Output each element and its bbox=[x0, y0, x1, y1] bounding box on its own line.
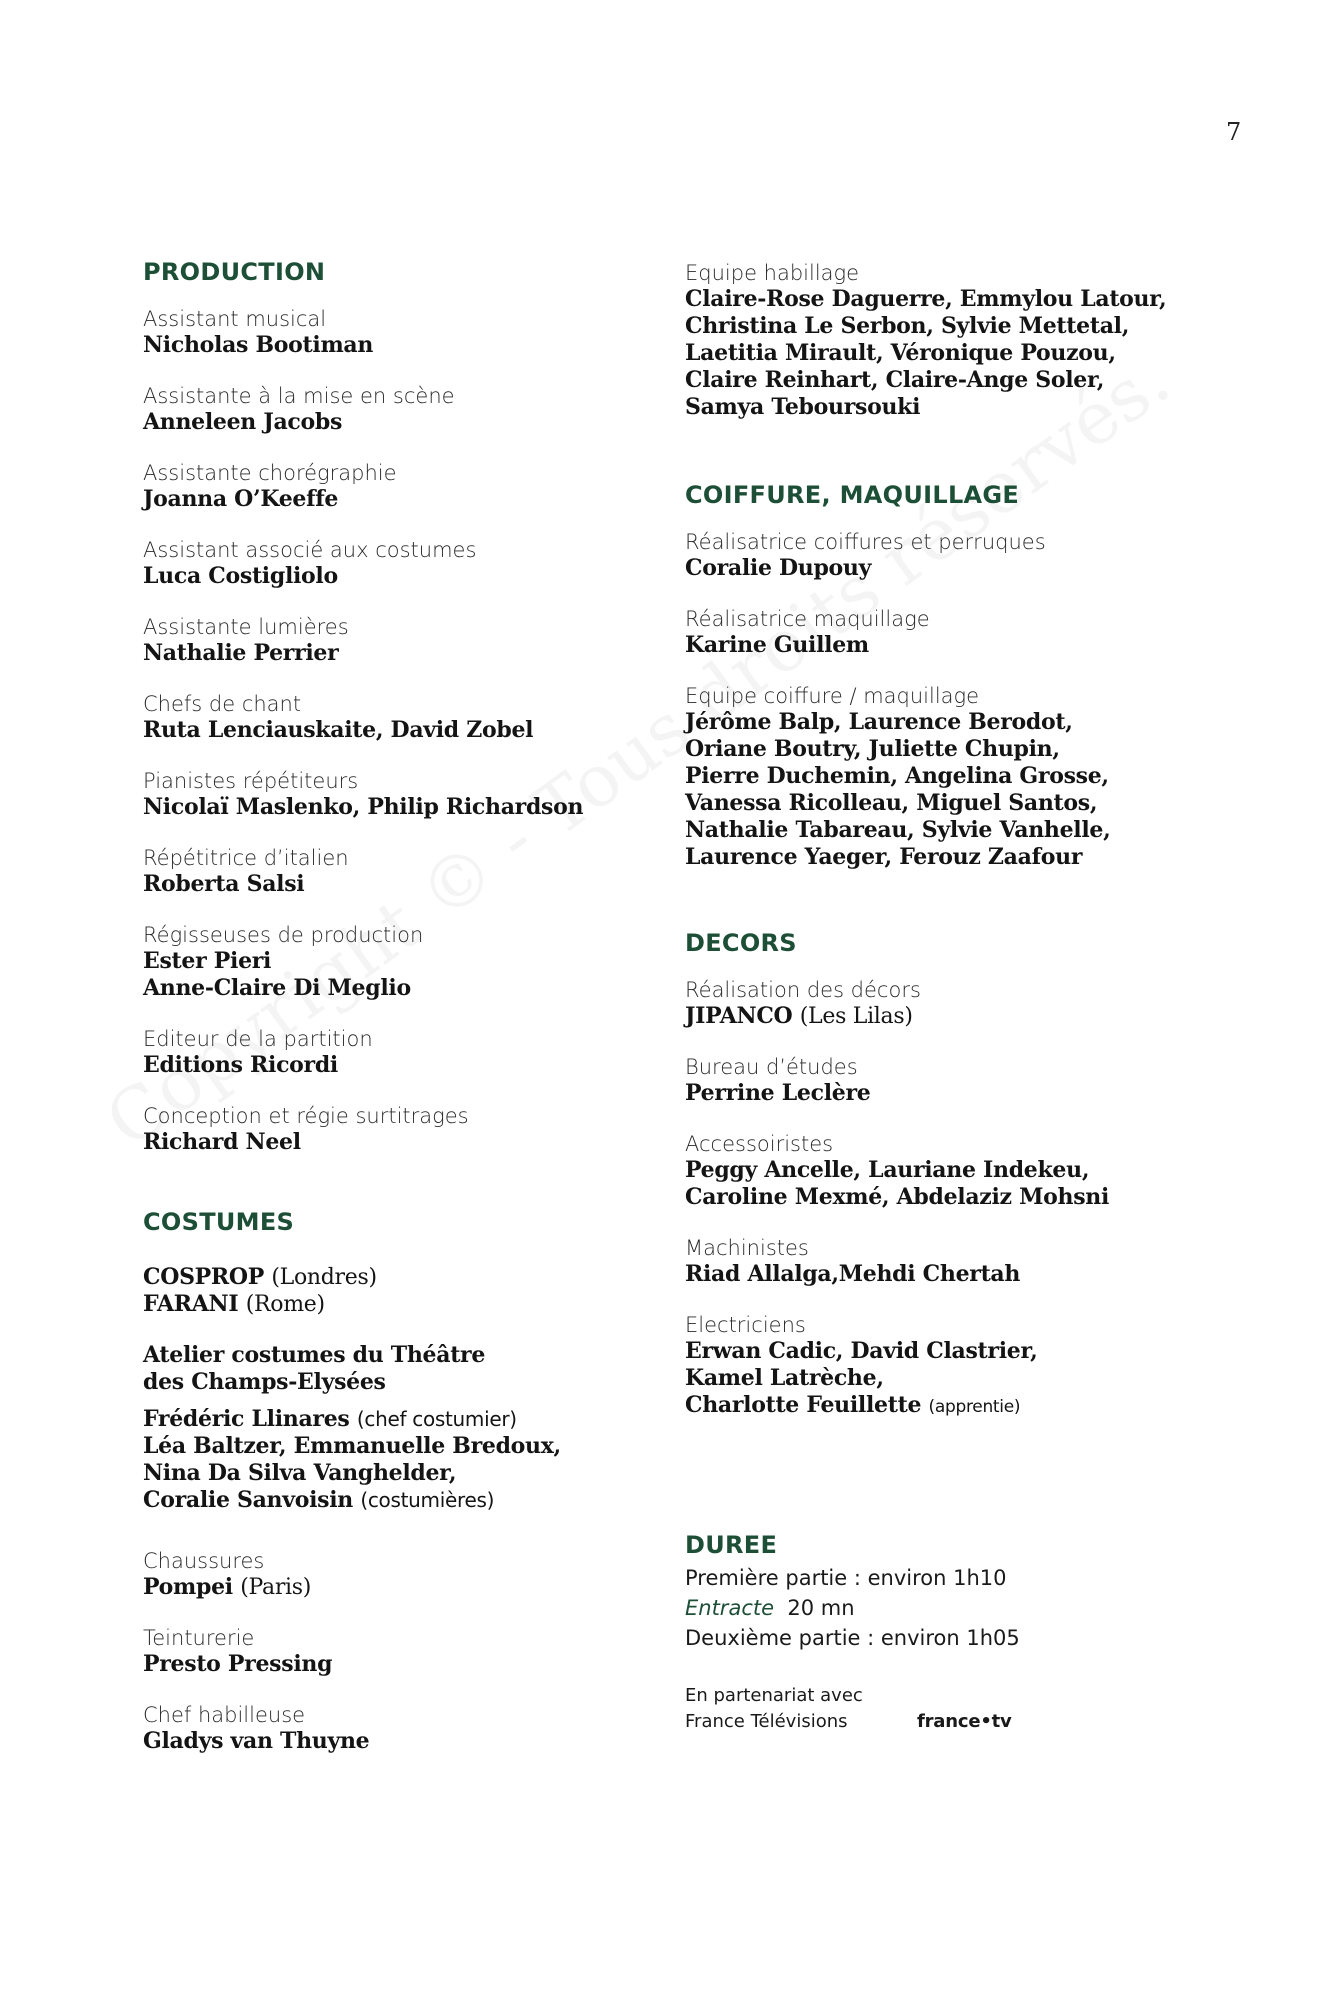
habillage-section: Equipe habillage Claire-Rose Daguerre, Emmylou Latour, Christina Le Serbon, Sylvie Mettetal, Laetitia Mirault, Véronique Pouzou, Claire Reinhart, Claire-Ange Soler, Samya Teboursouki bbox=[685, 260, 1205, 421]
production-entry bbox=[143, 460, 663, 513]
maker-line: FARANI (Rome) bbox=[143, 1291, 325, 1317]
person-name: Christina Le Serbon, Sylvie Mettetal, bbox=[685, 313, 1130, 339]
partner-line1: En partenariat avec bbox=[685, 1685, 863, 1706]
decors-entry-realisation: Réalisation des décors JIPANCO (Les Lilas) bbox=[685, 978, 921, 1029]
france-tv-logo: france•tv bbox=[917, 1711, 1012, 1732]
role-label: Equipe coiffure / maquillage bbox=[685, 684, 980, 708]
production-title: PRODUCTION bbox=[143, 258, 326, 286]
person-name: Vanessa Ricolleau, Miguel Santos, bbox=[685, 790, 1098, 816]
decors-entry bbox=[685, 1054, 1205, 1107]
role-label: Répétitrice d’italien bbox=[143, 846, 349, 870]
duree-section bbox=[685, 1531, 1205, 1735]
production-entry bbox=[143, 768, 663, 821]
decors-entry bbox=[685, 1235, 1205, 1288]
role-label: Assistante lumières bbox=[143, 615, 349, 639]
production-entries bbox=[143, 306, 663, 1156]
person-name: Claire-Rose Daguerre, Emmylou Latour, bbox=[685, 286, 1167, 312]
decors-entries bbox=[685, 1054, 1205, 1288]
atelier-staff: Frédéric Llinares (chef costumier) Léa Baltzer, Emmanuelle Bredoux, Nina Da Silva Vanghelder, Coralie Sanvoisin (costumières) bbox=[143, 1406, 561, 1513]
role-label: Régisseuses de production bbox=[143, 923, 424, 947]
coiffure-title: COIFFURE, MAQUILLAGE bbox=[685, 481, 1020, 509]
decors-title: DECORS bbox=[685, 929, 797, 957]
production-entry bbox=[143, 922, 663, 1002]
person-name: Claire Reinhart, Claire-Ange Soler, bbox=[685, 367, 1105, 393]
person-name: Pierre Duchemin, Angelina Grosse, bbox=[685, 763, 1109, 789]
person-name: Perrine Leclère bbox=[685, 1080, 871, 1106]
person-name: Richard Neel bbox=[143, 1129, 301, 1155]
person-name: Laurence Yaeger, Ferouz Zaafour bbox=[685, 844, 1083, 870]
duree-part2: Deuxième partie : environ 1h05 bbox=[685, 1626, 1020, 1650]
person-name: Roberta Salsi bbox=[143, 871, 305, 897]
person-name: Laetitia Mirault, Véronique Pouzou, bbox=[685, 340, 1116, 366]
person-name: Nicolaï Maslenko, Philip Richardson bbox=[143, 794, 584, 820]
person-name: Riad Allalga,Mehdi Chertah bbox=[685, 1261, 1021, 1287]
costume-entry-chaussures: Chaussures Pompei (Paris) bbox=[143, 1549, 312, 1600]
maker-line: COSPROP (Londres) bbox=[143, 1264, 377, 1290]
person-name: Karine Guillem bbox=[685, 632, 869, 658]
production-section bbox=[143, 258, 663, 1156]
person-name: Samya Teboursouki bbox=[685, 394, 921, 420]
role-label: Conception et régie surtitrages bbox=[143, 1104, 469, 1128]
person-name: Anne-Claire Di Meglio bbox=[143, 975, 411, 1001]
coiffure-entry bbox=[685, 606, 1205, 659]
person-name: Luca Costigliolo bbox=[143, 563, 338, 589]
coiffure-entries bbox=[685, 529, 1205, 871]
person-name: Anneleen Jacobs bbox=[143, 409, 343, 435]
production-entry bbox=[143, 306, 663, 359]
production-entry bbox=[143, 537, 663, 590]
person-name: Editions Ricordi bbox=[143, 1052, 338, 1078]
left-column bbox=[143, 258, 663, 1799]
coiffure-entry bbox=[685, 529, 1205, 582]
role-label: Assistant associé aux costumes bbox=[143, 538, 477, 562]
role-label: Réalisatrice maquillage bbox=[685, 607, 930, 631]
person-name: Nicholas Bootiman bbox=[143, 332, 374, 358]
decors-entry-electriciens: Electriciens Erwan Cadic, David Clastrier, Kamel Latrèche, Charlotte Feuillette (apprentie) bbox=[685, 1313, 1038, 1418]
habillage-names bbox=[685, 286, 1205, 421]
production-entry bbox=[143, 1026, 663, 1079]
costumes-title: COSTUMES bbox=[143, 1208, 295, 1236]
role-label: Pianistes répétiteurs bbox=[143, 769, 359, 793]
role-label: Réalisatrice coiffures et perruques bbox=[685, 530, 1046, 554]
duree-part1: Première partie : environ 1h10 bbox=[685, 1566, 1007, 1590]
role-label: Machinistes bbox=[685, 1236, 809, 1260]
person-name: Ruta Lenciauskaite, David Zobel bbox=[143, 717, 534, 743]
right-column bbox=[685, 260, 1205, 1779]
production-entry bbox=[143, 383, 663, 436]
role-label: Assistante chorégraphie bbox=[143, 461, 397, 485]
production-entry bbox=[143, 691, 663, 744]
person-name: Nathalie Perrier bbox=[143, 640, 339, 666]
production-entry bbox=[143, 614, 663, 667]
decors-entry bbox=[685, 1131, 1205, 1211]
person-name: Nathalie Tabareau, Sylvie Vanhelle, bbox=[685, 817, 1111, 843]
person-name: Jérôme Balp, Laurence Berodot, bbox=[685, 709, 1073, 735]
coiffure-section bbox=[685, 481, 1205, 871]
role-label: Bureau d’études bbox=[685, 1055, 858, 1079]
costume-entry-chef-habilleuse: Chef habilleuse Gladys van Thuyne bbox=[143, 1703, 370, 1754]
person-name: Peggy Ancelle, Lauriane Indekeu, bbox=[685, 1157, 1090, 1183]
person-name: Coralie Dupouy bbox=[685, 555, 872, 581]
costume-entry-teinturerie: Teinturerie Presto Pressing bbox=[143, 1626, 333, 1677]
role-label: Chefs de chant bbox=[143, 692, 302, 716]
costume-makers bbox=[143, 1264, 663, 1318]
duree-title: DUREE bbox=[685, 1531, 778, 1559]
person-name: Oriane Boutry, Juliette Chupin, bbox=[685, 736, 1060, 762]
person-name: Caroline Mexmé, Abdelaziz Mohsni bbox=[685, 1184, 1110, 1210]
duree-entracte: Entracte 20 mn bbox=[685, 1596, 855, 1620]
page-number: 7 bbox=[1226, 118, 1242, 146]
role-label: Assistante à la mise en scène bbox=[143, 384, 455, 408]
costumes-section bbox=[143, 1208, 663, 1755]
production-entry bbox=[143, 1103, 663, 1156]
role-label: Assistant musical bbox=[143, 307, 327, 331]
partner-line2: France Télévisions bbox=[685, 1711, 848, 1732]
person-name: Joanna O’Keeffe bbox=[143, 486, 339, 512]
role-label: Accessoiristes bbox=[685, 1132, 834, 1156]
atelier-title: Atelier costumes du Théâtre des Champs-Elysées bbox=[143, 1342, 486, 1395]
decors-section bbox=[685, 929, 1205, 1421]
coiffure-entry bbox=[685, 683, 1205, 871]
person-name: Ester Pieri bbox=[143, 948, 272, 974]
partner-block bbox=[685, 1683, 1205, 1735]
production-entry bbox=[143, 845, 663, 898]
role-label: Editeur de la partition bbox=[143, 1027, 373, 1051]
